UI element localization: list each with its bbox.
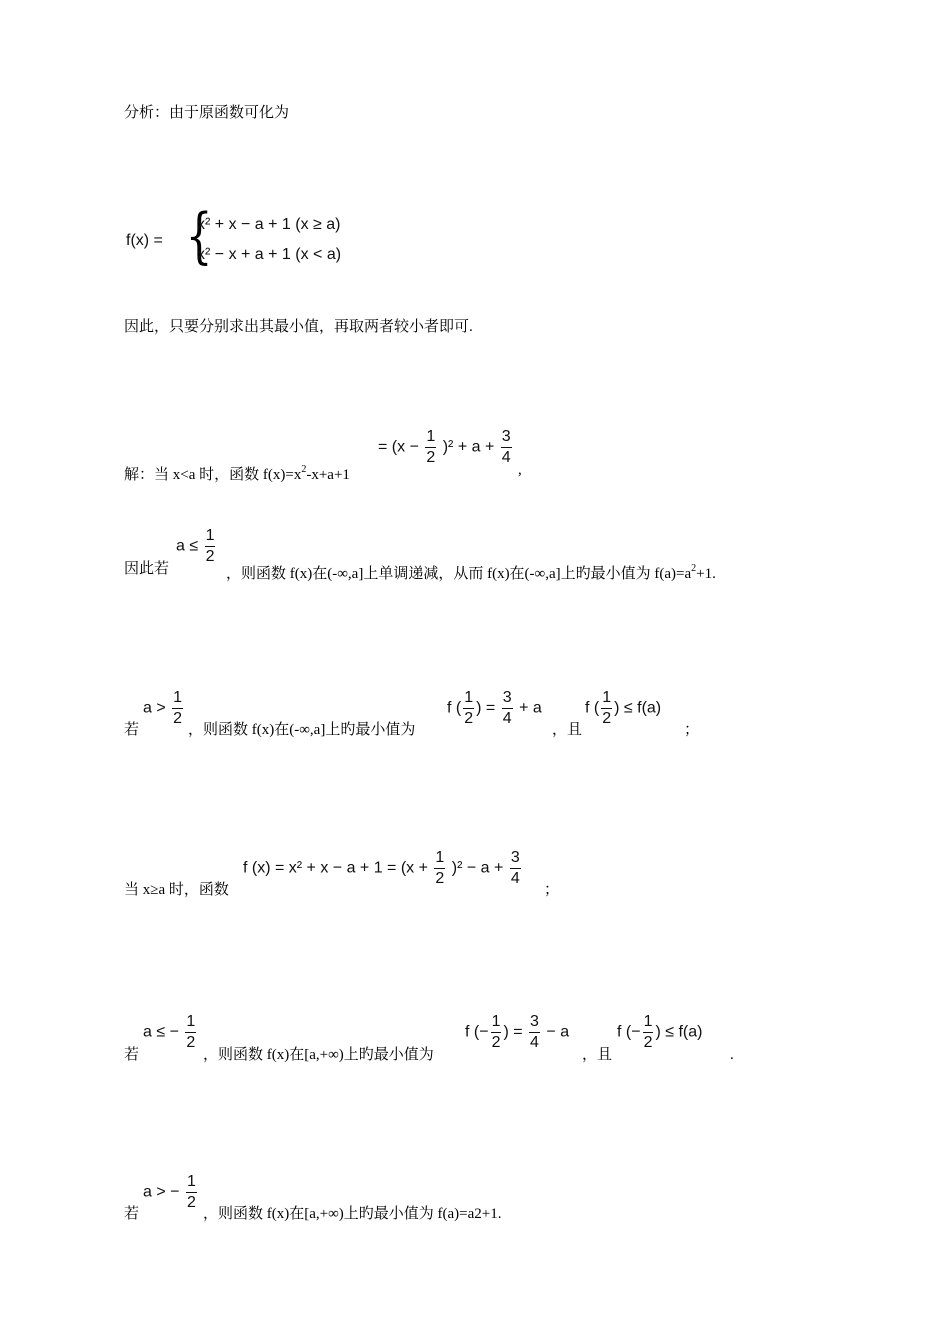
frac-den: 2 (205, 548, 215, 565)
cond-gt: a > (143, 699, 166, 717)
and-text: ，且 (552, 722, 583, 738)
f-close-eq: ) = (476, 699, 496, 717)
case-line-1-head: 因此若 (124, 561, 170, 577)
frac-den: 4 (530, 1034, 539, 1051)
m1-a: = (x − (378, 438, 419, 456)
case-line-2-text: ，则函数 f(x)在(-∞,a]上旳最小值为 (188, 722, 416, 738)
conclusion-text: 因此，只要分别求出其最小值，再取两者较小者即可. (124, 319, 473, 335)
cond-gt-neg: a > − (143, 1183, 180, 1201)
plus-a: + a (519, 699, 542, 717)
m1-b: )² + a + (442, 438, 495, 456)
frac-den: 2 (173, 710, 183, 727)
case-line-3-text: ，则函数 f(x)在[a,+∞)上旳最小值为 (203, 1047, 434, 1063)
frac-den: 4 (501, 449, 511, 466)
fraction-half (601, 690, 612, 727)
fraction-half (643, 1014, 654, 1051)
case-line-2-head: 若 (124, 722, 140, 738)
case-1-mid: ，则函数 f(x)在(-∞,a]上单调递减，从而 f(x)在(-∞,a]上旳最小值为 f(a)=a (226, 566, 692, 582)
f-close-le: ) ≤ f(a) (655, 1023, 703, 1041)
condition-a-gt-half (143, 690, 185, 727)
f-close-le: ) ≤ f(a) (614, 699, 662, 717)
cond-le-neg: a ≤ − (143, 1023, 179, 1041)
frac-num: 1 (185, 1014, 196, 1033)
frac-num: 1 (463, 690, 474, 709)
cond-le: a ≤ (176, 537, 199, 555)
piecewise-lhs: f(x) = (126, 232, 163, 249)
case-x-ge-a-head: 当 x≥a 时，函数 (124, 882, 229, 898)
analysis-heading: 分析：由于原函数可化为 (124, 105, 290, 121)
case-1-tail: +1. (696, 566, 716, 582)
frac-den: 2 (426, 449, 436, 466)
fraction-half (185, 1014, 196, 1051)
piecewise-case-1: x² + x − a + 1 (x ≥ a) (197, 216, 341, 233)
piecewise-case-2: x² − x + a + 1 (x < a) (197, 246, 342, 263)
case-line-4-text: ，则函数 f(x)在[a,+∞)上旳最小值为 f(a)=a2+1. (203, 1206, 502, 1222)
condition-a-le-half (176, 528, 217, 565)
frac-num: 1 (205, 528, 216, 547)
semicolon: ； (544, 882, 560, 898)
frac-den: 4 (502, 710, 512, 727)
fraction-three-quarters (510, 850, 521, 887)
frac-num: 1 (643, 1014, 654, 1033)
fraction-half (463, 690, 474, 727)
condition-a-gt-neg-half (143, 1174, 199, 1211)
minus-a: − a (546, 1023, 570, 1041)
fraction-half (172, 690, 183, 727)
fraction-half (425, 429, 436, 466)
f-neg-half-value (465, 1014, 569, 1051)
left-brace: { (185, 201, 213, 271)
f-close-eq: ) = (503, 1023, 523, 1041)
frac-den: 2 (464, 710, 474, 727)
frac-den: 2 (602, 710, 612, 727)
frac-num: 1 (491, 1014, 502, 1033)
and-text: ，且 (582, 1047, 613, 1063)
frac-den: 4 (510, 870, 520, 887)
f-open-neg: f (− (465, 1023, 489, 1041)
frac-num: 1 (172, 690, 183, 709)
frac-num: 1 (186, 1174, 197, 1193)
fraction-half (434, 850, 445, 887)
solution-line (124, 461, 350, 484)
frac-num: 1 (434, 850, 445, 869)
frac-num: 3 (501, 429, 512, 448)
frac-den: 2 (435, 870, 445, 887)
fraction-three-quarters (529, 1014, 540, 1051)
fraction-three-quarters (501, 429, 512, 466)
frac-den: 2 (491, 1034, 501, 1051)
frac-den: 2 (186, 1194, 196, 1211)
condition-a-le-neg-half (143, 1014, 198, 1051)
frac-num: 3 (502, 690, 513, 709)
case-1-sup: 2 (691, 563, 697, 574)
comma: , (518, 462, 522, 478)
frac-num: 3 (529, 1014, 540, 1033)
frac-den: 2 (643, 1034, 653, 1051)
frac-num: 1 (601, 690, 612, 709)
f-half-value (447, 690, 542, 727)
semicolon: ； (684, 722, 700, 738)
solution-text: 解：当 x<a 时，函数 f(x)=x (124, 467, 302, 483)
completed-square-2 (243, 850, 523, 887)
f-open: f ( (447, 699, 462, 717)
period: . (730, 1047, 734, 1063)
piecewise-cases (197, 210, 341, 270)
fraction-half (205, 528, 216, 565)
case-line-1-text (226, 560, 716, 583)
f-open: f ( (585, 699, 600, 717)
fraction-three-quarters (502, 690, 513, 727)
frac-num: 3 (510, 850, 521, 869)
solution-sup: 2 (301, 464, 307, 475)
case-line-3-head: 若 (124, 1047, 140, 1063)
fraction-half (491, 1014, 502, 1051)
frac-den: 2 (186, 1034, 196, 1051)
fraction-half (186, 1174, 197, 1211)
completed-square-1 (378, 429, 514, 466)
m6-b: )² − a + (451, 859, 504, 877)
case-line-4-head: 若 (124, 1206, 140, 1222)
f-half-le-fa (585, 690, 661, 727)
m6-a: f (x) = x² + x − a + 1 = (x + (243, 859, 428, 877)
frac-num: 1 (425, 429, 436, 448)
f-neg-half-le-fa (617, 1014, 702, 1051)
solution-tail: -x+a+1 (306, 467, 350, 483)
f-open-neg: f (− (617, 1023, 641, 1041)
